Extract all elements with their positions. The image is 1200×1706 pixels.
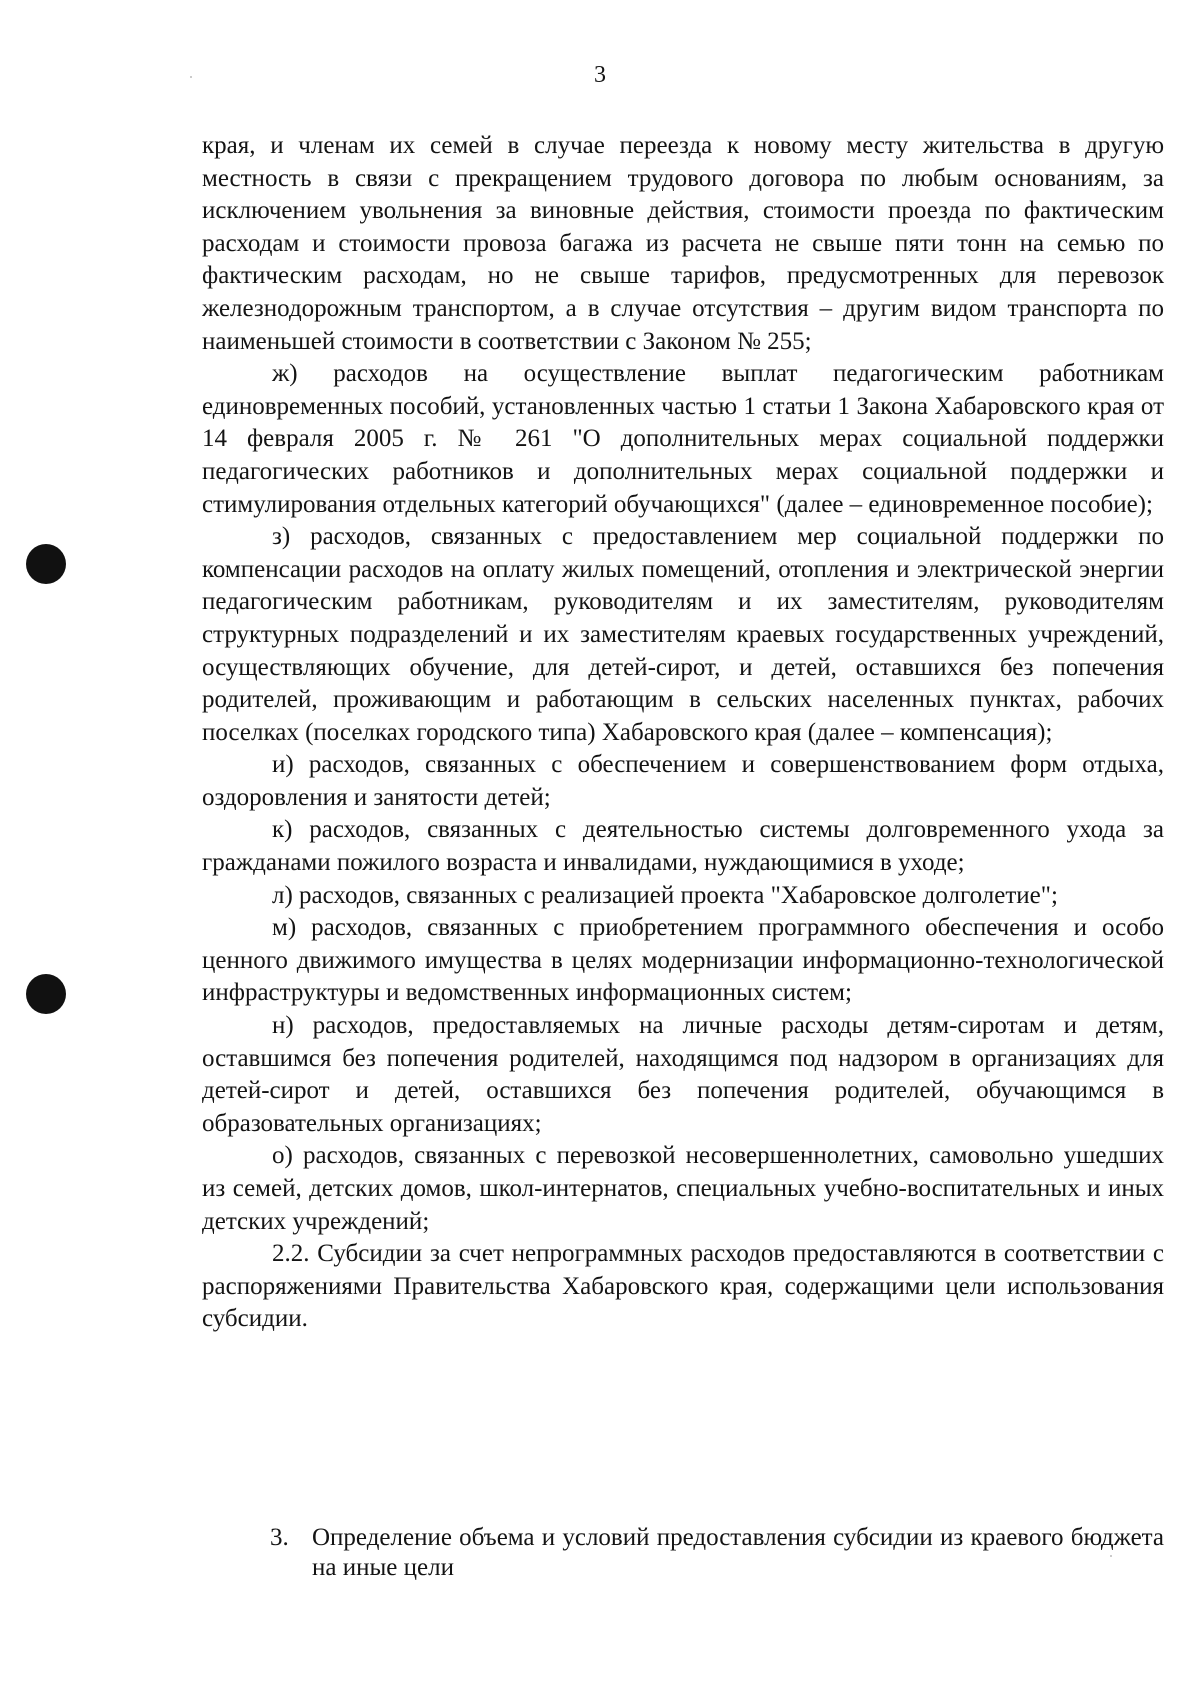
scan-speck <box>190 76 192 78</box>
section-heading-text: Определение объема и условий предоставления субсидии из краевого бюджета на иные цели <box>312 1524 1164 1581</box>
paragraph-item-o: о) расходов, связанных с перевозкой несовершеннолетних, самовольно ушедших из семей, детских домов, школ-интернатов, специальных учебно-воспитательных и иных детских учреждений; <box>202 1142 1164 1235</box>
paragraph-item-m: м) расходов, связанных с приобретением программного обеспечения и особо ценного движимого имущества в целях модернизации информационно-технологической инфраструктуры и ведомственных информационных систем; <box>202 914 1164 1007</box>
paragraph-item-z: з) расходов, связанных с предоставлением мер социальной поддержки по компенсации расходов на оплату жилых помещений, отопления и электрической энергии педагогическим работникам, руководителям и их заместителям, руководителям структурных подразделений и их заместителям краевых государственных учреждений, осуществляющих обучение, для детей-сирот, и детей, оставшихся без попечения родителей, проживающим и работающим в сельских населенных пунктах, рабочих поселках (поселках городского типа) Хабаровского края (далее – компенсация); <box>202 523 1164 746</box>
paragraph-item-k: к) расходов, связанных с деятельностью системы долговременного ухода за гражданами пожилого возраста и инвалидами, нуждающимися в уходе; <box>202 816 1164 877</box>
body-text <box>202 130 1164 1336</box>
section-heading-number: 3. <box>270 1524 289 1551</box>
paragraph-item-zh: ж) расходов на осуществление выплат педагогическим работникам единовременных пособий, установленных частью 1 статьи 1 Закона Хабаровского края от 14 февраля 2005 г. № 261 "О дополнительных мерах социальной поддержки педагогических работников и дополнительных мерах социальной поддержки и стимулирования отдельных категорий обучающихся" (далее – единовременное пособие); <box>202 360 1164 518</box>
page-number: 3 <box>594 62 606 88</box>
paragraph-item-n: н) расходов, предоставляемых на личные расходы детям-сиротам и детям, оставшимся без попечения родителей, находящимся под надзором в организациях для детей-сирот и детей, оставшихся без попечения родителей, обучающимся в образовательных организациях; <box>202 1012 1164 1137</box>
punch-hole-bottom <box>26 974 66 1014</box>
paragraph-item-l: л) расходов, связанных с реализацией проекта "Хабаровское долголетие"; <box>272 881 1058 909</box>
paragraph-continuation: края, и членам их семей в случае переезда к новому месту жительства в другую местность в связи с прекращением трудового договора по любым основаниям, за исключением увольнения за виновные действия, стоимости проезда по фактическим расходам и стоимости провоза багажа из расчета не свыше пяти тонн на семью по фактическим расходам, но не свыше тарифов, предусмотренных для перевозок железнодорожным транспортом, а в случае отсутствия – другим видом транспорта по наименьшей стоимости в соответствии с Законом № 255; <box>202 132 1164 355</box>
paragraph-2-2: 2.2. Субсидии за счет непрограммных расходов предоставляются в соответствии с распоряжениями Правительства Хабаровского края, содержащими цели использования субсидии. <box>202 1240 1164 1333</box>
paragraph-item-i: и) расходов, связанных с обеспечением и совершенствованием форм отдыха, оздоровления и занятости детей; <box>202 751 1164 811</box>
punch-hole-top <box>26 544 66 584</box>
section-heading <box>270 1523 1164 1583</box>
